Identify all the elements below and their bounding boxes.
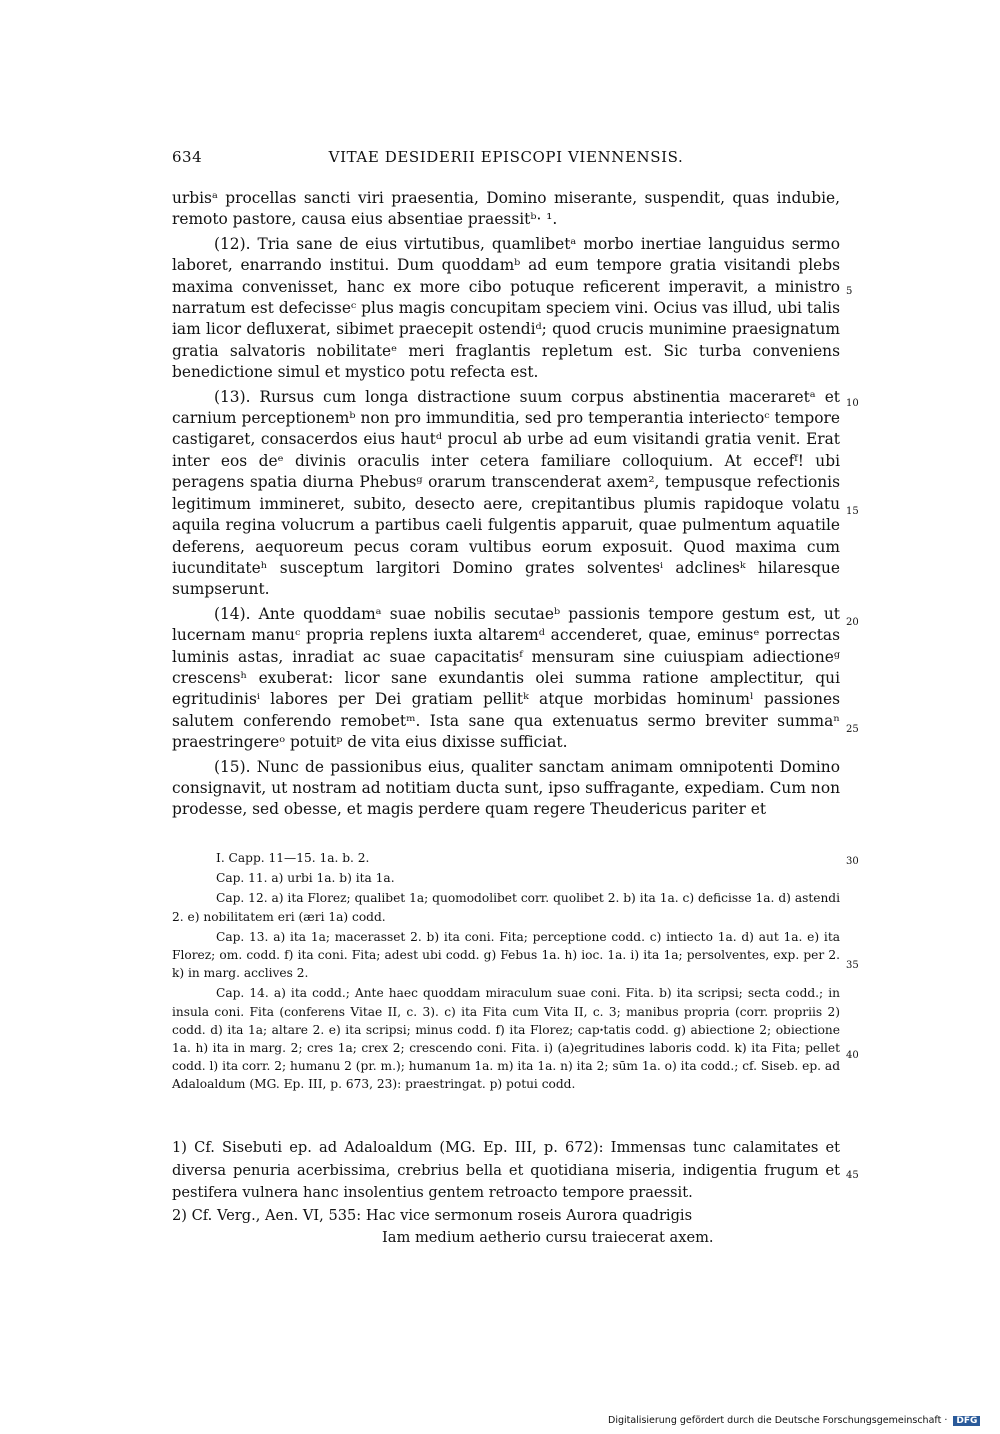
apparatus-cap-11: Cap. 11. a) urbi 1a. b) ita 1a. xyxy=(216,871,395,886)
paragraph-continuation: urbisᵃ procellas sancti viri praesentia, Domino miserante, suspendit, quas indubie, remoto pastore, causa eius absentiae praessitᵇ· ¹. xyxy=(172,189,840,229)
line-number: 5 xyxy=(846,286,853,297)
paragraph-14: (14). Ante quoddamᵃ suae nobilis secutaeᵇ passionis tempore gestum est, ut lucernam manuᶜ propria replens iuxta altaremᵈ accenderet, quae, eminusᵉ porrectas luminis astas, inradiat ac suae capacitatisᶠ mensuram sine cuiuspiam adiectioneᵍ crescensʰ exuberat: licor sane exundantis olei summa ratione amplectitur, qui egritudinisⁱ labores per Dei gratiam pellitᵏ atque morbidas hominumˡ passiones salutem conferendo remobetᵐ. Ista sane qua extenuatus sermo breviter summaⁿ praestringereᵒ potuitᵖ de vita eius dixisse sufficiat. xyxy=(172,604,840,752)
line-number: 30 xyxy=(846,856,859,867)
footnote-2-verse: Iam medium aetherio cursu traiecerat axem. xyxy=(382,1229,714,1246)
apparatus-cap-12: Cap. 12. a) ita Florez; qualibet 1a; quomodolibet corr. quolibet 2. b) ita 1a. c) deficisse 1a. d) astendi 2. e) nobilitatem eri (æri 1a) codd. xyxy=(172,891,840,924)
line-number: 20 xyxy=(846,617,859,628)
main-text xyxy=(172,188,840,824)
footnotes xyxy=(172,1137,840,1250)
line-number: 15 xyxy=(846,506,859,517)
running-title: VITAE DESIDERII EPISCOPI VIENNENSIS. xyxy=(328,148,684,166)
critical-apparatus xyxy=(172,849,840,1096)
apparatus-heading: I. Capp. 11—15. 1a. b. 2. xyxy=(216,851,370,865)
page-header xyxy=(172,148,840,170)
footnote-2: 2) Cf. Verg., Aen. VI, 535: Hac vice sermonum roseis Aurora quadrigis xyxy=(172,1206,693,1224)
footnote-1: 1) Cf. Sisebuti ep. ad Adaloaldum (MG. Ep. III, p. 672): Immensas tunc calamitates et diversa penuria acerbissima, crebrius bella et quotidiana miseria, indigentia frugum et pestifera vulnera hanc insolentius gentem retroacto tempore praessit. xyxy=(172,1139,840,1201)
dfg-logo: DFG xyxy=(953,1416,980,1426)
line-number: 10 xyxy=(846,398,859,409)
paragraph-12: (12). Tria sane de eius virtutibus, quamlibetᵃ morbo inertiae languidus sermo laboret, enarrando institui. Dum quoddamᵇ ad eum tempore gratia visitandi plebs maxima convenisset, hanc ex more cibo potuque reficerent imperavit, a ministro narratum est defecisseᶜ plus magis concupitam speciem vini. Ocius vas illud, ubi talis iam licor defluxerat, sibimet praecepit ostendiᵈ; quod crucis munimine praesignatum gratia salvatoris nobilitateᵉ meri fraglantis repletum est. Sic turba conveniens benedictione simul et mystico potu refecta est. xyxy=(172,234,840,382)
paragraph-15: (15). Nunc de passionibus eius, qualiter sanctam animam omnipotenti Domino consignavit, ut nostram ad notitiam ducta sunt, ipso suffragante, expediam. Cum non prodesse, sed obesse, et magis perdere quam regere Theudericus pariter et xyxy=(172,757,840,819)
paragraph-13: (13). Rursus cum longa distractione suum corpus abstinentia maceraretᵃ et carnium perceptionemᵇ non pro immunditia, sed pro temperantia interiectoᶜ tempore castigaret, consacerdos eius hautᵈ procul ab urbe ad eum visitandi gratia venit. Erat inter eos deᵉ divinis oraculis inter cetera familiare colloquium. At eccefᶠ! ubi peragens spatia diurna Phebusᵍ orarum transcenderat axem², tempusque refectionis legitimum immineret, subito, desecto aere, crepitantibus plumis rapidoque volatu aquila regina volucrum a partibus caeli fulgentis apparuit, quae pulmentum aquatile deferens, aequoreum pecus coram vultibus eorum exposuit. Quod maxima cum iucunditateʰ susceptum largitori Domino grates solventesⁱ adclinesᵏ hilaresque sumpserunt. xyxy=(172,387,840,599)
line-number: 35 xyxy=(846,960,859,971)
apparatus-cap-14: Cap. 14. a) ita codd.; Ante haec quoddam miraculum suae coni. Fita. b) ita scripsi; secta codd.; in insula coni. Fita (conferens Vitae II, c. 3). c) ita Fita cum Vita II, c. 3; manibus propria (corr. propriis 2) codd. d) ita 1a; altare 2. e) ita scripsi; minus codd. f) ita Florez; capꞏtatis codd. g) abiectione 2; obiectione 1a. h) ita in marg. 2; cres 1a; crex 2; crescendo coni. Fita. i) (a)egritudines laboris codd. k) ita Fita; pellet codd. l) ita corr. 2; humanu 2 (pr. m.); humanum 1a. m) ita 1a. n) ita 2; sūm 1a. o) ita codd.; cf. Siseb. ep. ad Adaloaldum (MG. Ep. III, p. 673, 23): praestringat. p) potui codd. xyxy=(172,986,840,1092)
digitization-footer xyxy=(608,1415,980,1426)
apparatus-cap-13: Cap. 13. a) ita 1a; macerasset 2. b) ita coni. Fita; perceptione codd. c) intiecto 1a. d) aut 1a. e) ita Florez; om. codd. f) ita coni. Fita; adest ubi codd. g) Febus 1a. h) ioc. 1a. i) ita 1a; persolventes, exp. per 2. k) in marg. acclives 2. xyxy=(172,929,840,981)
line-number: 25 xyxy=(846,724,859,735)
line-number: 40 xyxy=(846,1050,859,1061)
page-number: 634 xyxy=(172,148,203,166)
footer-text: Digitalisierung gefördert durch die Deutsche Forschungsgemeinschaft · xyxy=(608,1415,948,1426)
line-number: 45 xyxy=(846,1170,859,1181)
